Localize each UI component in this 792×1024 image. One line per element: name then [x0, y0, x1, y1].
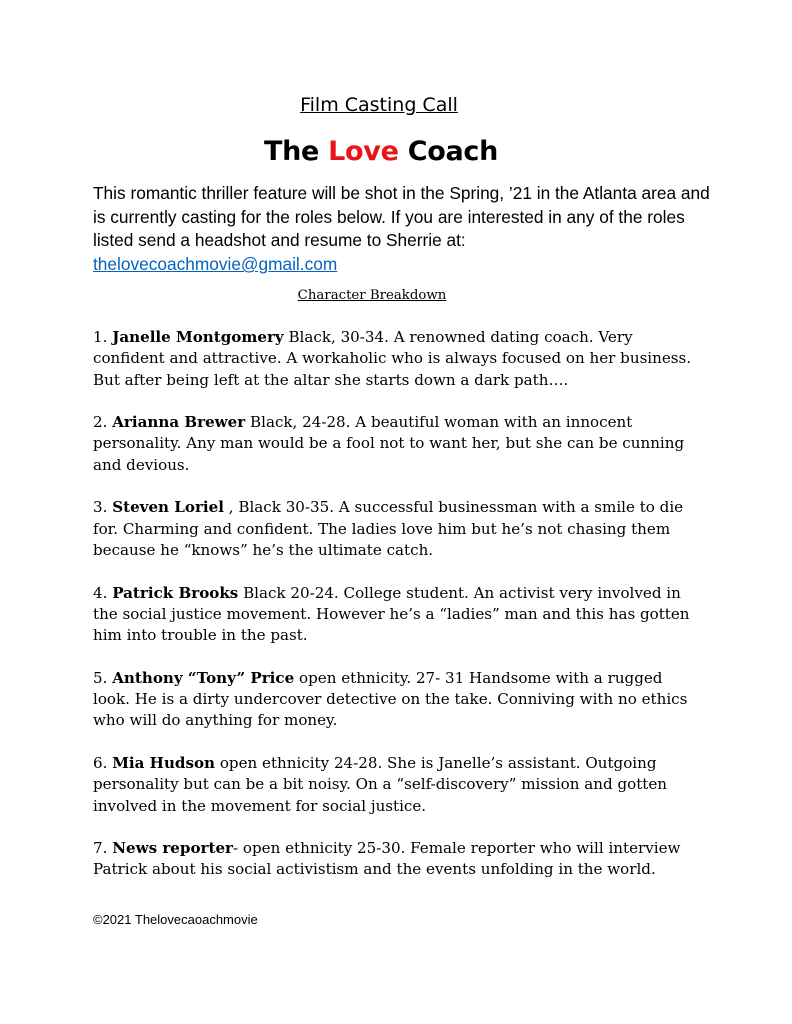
- role-entry: [93, 583, 703, 647]
- title-part-2: Coach: [398, 136, 499, 167]
- role-entry: [93, 753, 703, 817]
- title-accent-word: Love: [328, 136, 399, 167]
- movie-title: [0, 136, 762, 167]
- role-list: [93, 327, 703, 902]
- role-description: Black, 30-34. A renowned dating coach. Very confident and attractive. A workaholic who is always focused on her business. But after being left at the altar she starts down a dark path….: [93, 328, 692, 389]
- role-number: 7.: [93, 839, 113, 858]
- role-number: 1.: [93, 328, 113, 346]
- role-entry: [93, 668, 703, 732]
- role-name: Arianna Brewer: [112, 413, 246, 432]
- role-name: Steven Loriel: [112, 498, 224, 517]
- role-number: 6.: [93, 753, 113, 772]
- character-breakdown-heading: Character Breakdown: [297, 288, 447, 303]
- role-entry: [93, 838, 703, 881]
- role-number: 2.: [93, 413, 113, 432]
- role-entry: [93, 412, 703, 476]
- role-description: - open ethnicity 25-30. Female reporter who will interview Patrick about his social activistism and the events unfolding in the world.: [93, 839, 681, 879]
- role-entry: [93, 327, 703, 391]
- role-description: Black, 24-28. A beautiful woman with an innocent personality. Any man would be a fool not to want her, but she can be cunning and devious.: [93, 413, 685, 474]
- role-number: 4.: [93, 583, 113, 602]
- role-name: Patrick Brooks: [112, 583, 239, 602]
- role-entry: [93, 497, 703, 561]
- role-description: , Black 30-35. A successful businessman with a smile to die for. Charming and confident. The ladies love him but he’s not chasing them because he “knows” he’s the ultimate catch.: [93, 498, 684, 559]
- role-description: open ethnicity 24-28. She is Janelle’s assistant. Outgoing personality but can be a bit noisy. On a “self-discovery” mission and gotten involved in the movement for social justice.: [93, 753, 667, 815]
- role-description: Black 20-24. College student. An activist very involved in the social justice movement. However he’s a “ladies” man and this has gotten him into trouble in the past.: [93, 583, 690, 645]
- page-heading: Film Casting Call: [300, 94, 458, 116]
- role-name: Mia Hudson: [112, 753, 216, 772]
- email-link[interactable]: thelovecoachmovie@gmail.com: [93, 254, 338, 275]
- copyright-footer: ©2021 Thelovecaoachmovie: [93, 912, 258, 927]
- role-name: Janelle Montgomery: [112, 328, 284, 346]
- role-number: 5.: [93, 668, 113, 687]
- intro-paragraph: [93, 182, 713, 277]
- role-name: Anthony “Tony” Price: [112, 668, 295, 687]
- role-description: open ethnicity. 27- 31 Handsome with a rugged look. He is a dirty undercover detective on the take. Conniving with no ethics who will do anything for money.: [93, 668, 688, 730]
- role-name: News reporter: [112, 839, 234, 858]
- role-number: 3.: [93, 498, 113, 517]
- intro-text: This romantic thriller feature will be shot in the Spring, ’21 in the Atlanta area and is currently casting for the roles below. If you are interested in any of the roles listed send a headshot and resume to Sherrie at:: [93, 183, 710, 251]
- title-part-1: The: [263, 136, 329, 167]
